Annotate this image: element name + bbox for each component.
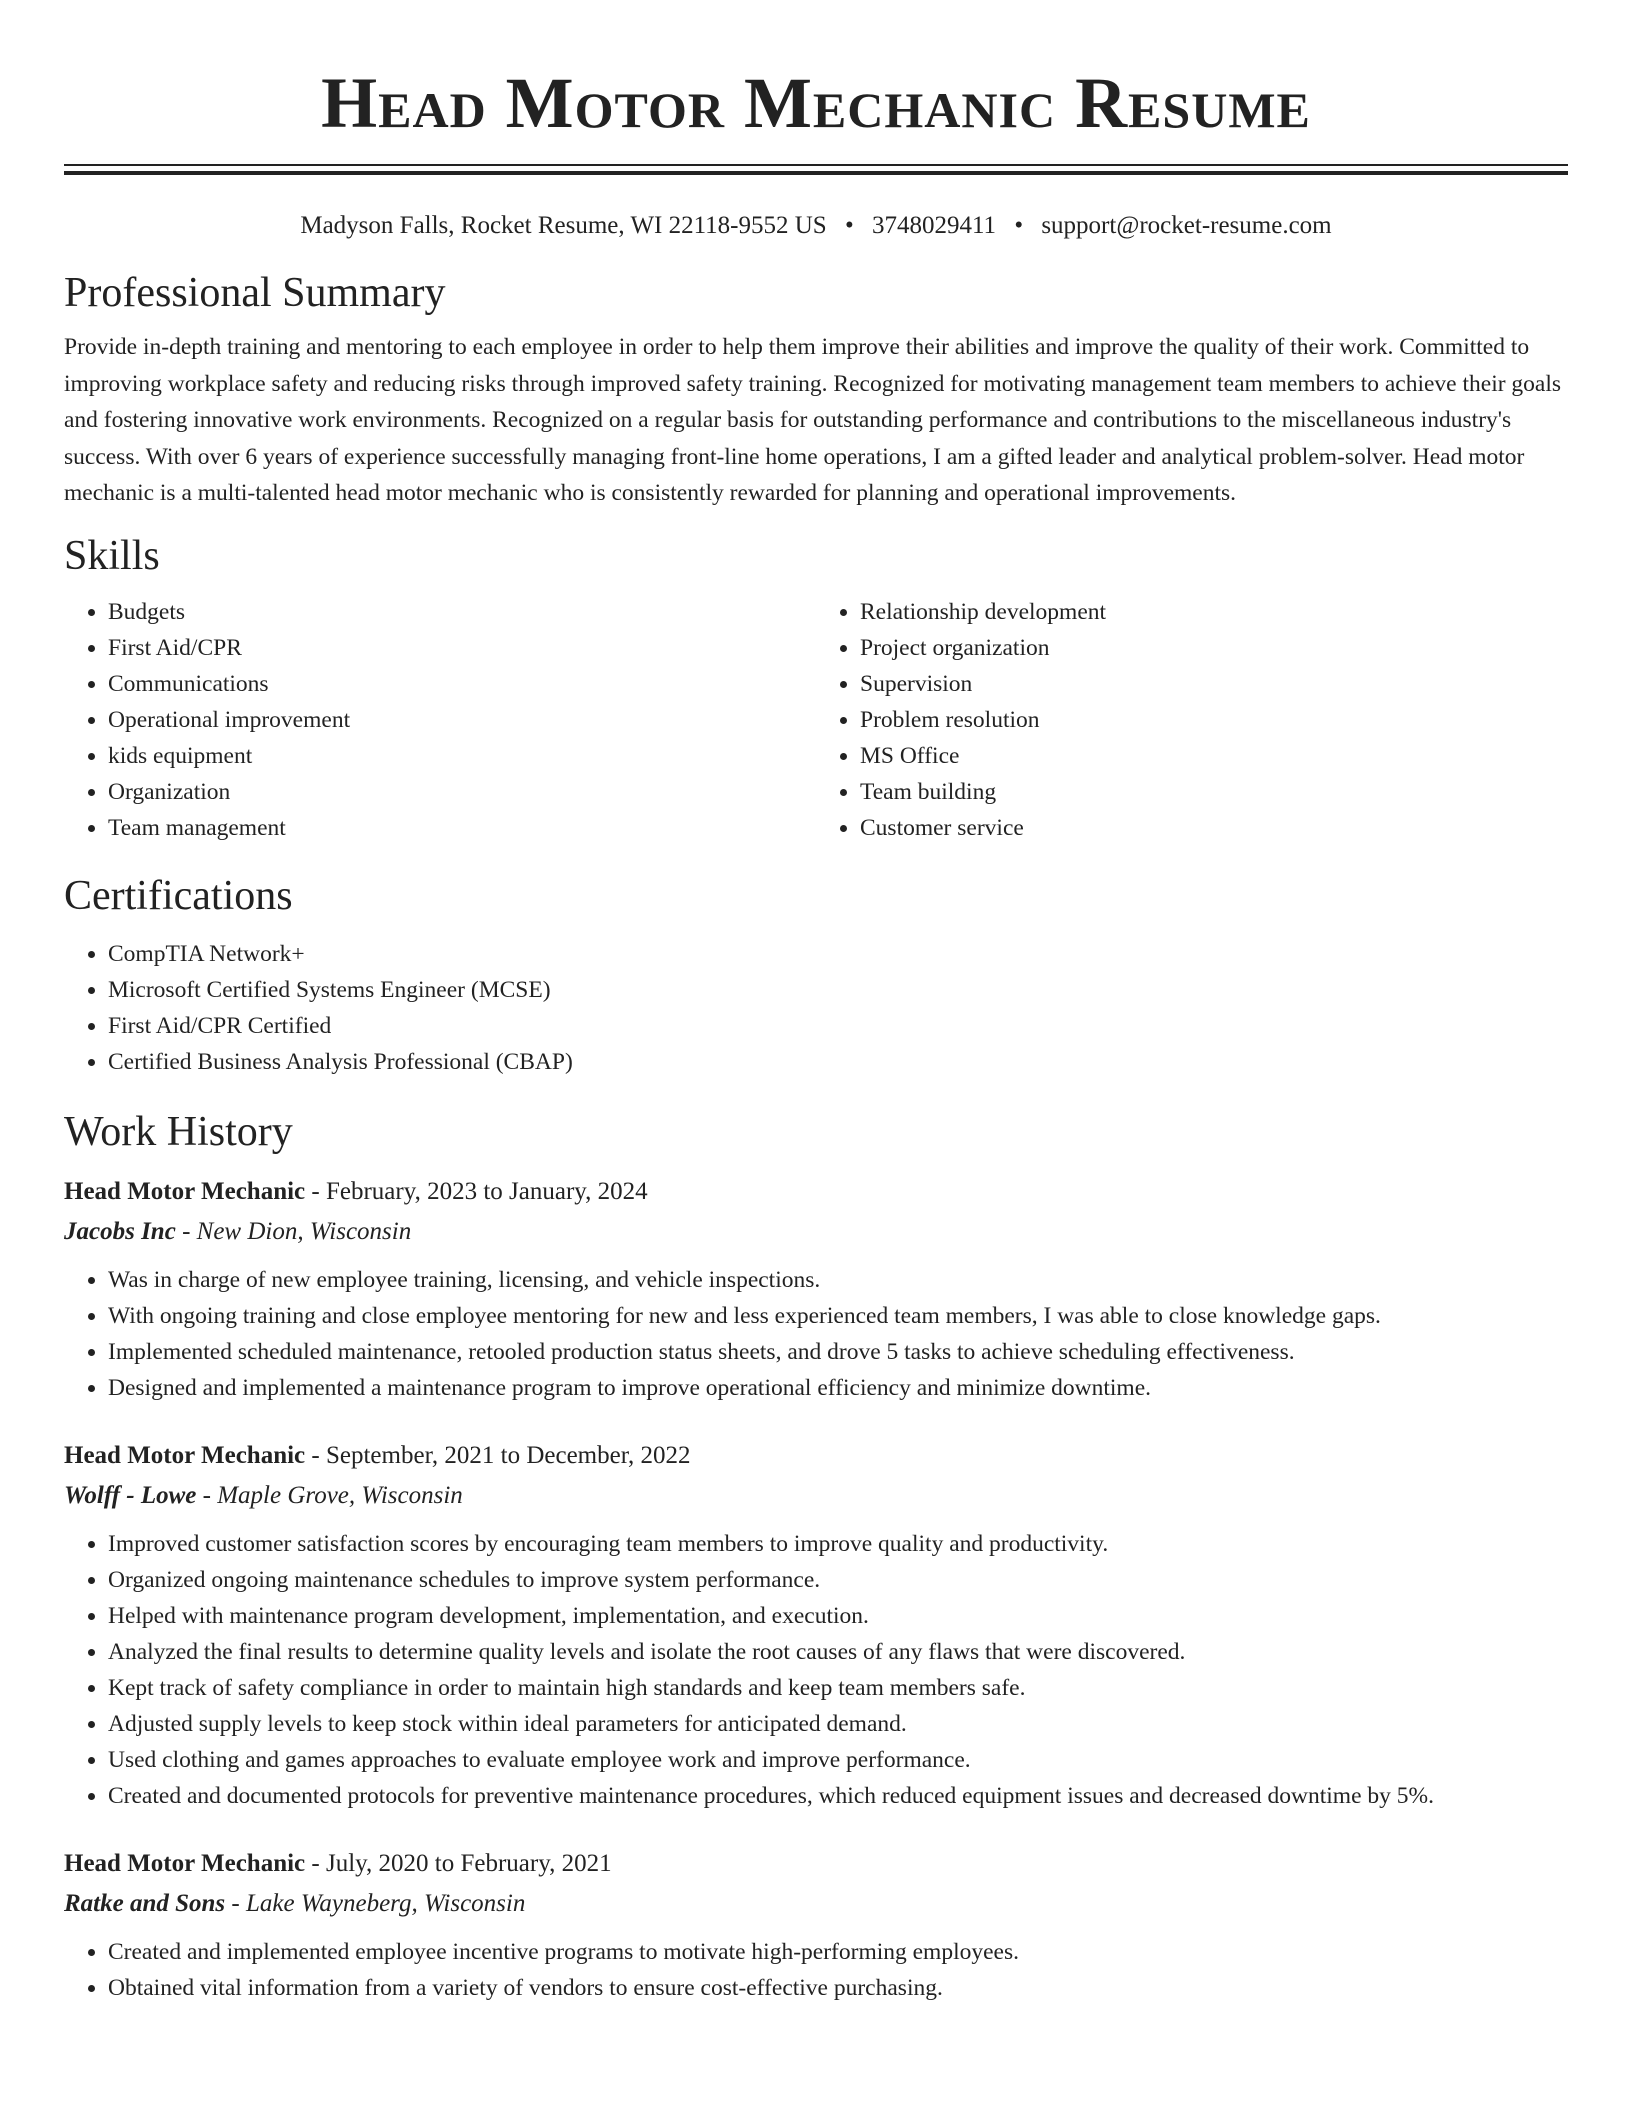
skill-item: • Problem resolution (860, 702, 1568, 738)
certifications-list (64, 936, 1568, 1080)
job-company-line: Wolff - Lowe - Maple Grove, Wisconsin (64, 1481, 463, 1509)
job-title-line: Head Motor Mechanic - February, 2023 to January, 2024 (64, 1177, 648, 1205)
job-location: New Dion, Wisconsin (196, 1217, 412, 1245)
job-bullet: • Created and documented protocols for preventive maintenance procedures, which reduced equipment issues and decreased downtime by 5%. (108, 1778, 1568, 1814)
contact-line (64, 209, 1568, 243)
skill-item: • Team building (860, 774, 1568, 810)
job-bullet: • Analyzed the final results to determine quality levels and isolate the root causes of any flaws that were discovered. (108, 1634, 1568, 1670)
job-entry (64, 1844, 1568, 2006)
job-bullet: • Kept track of safety compliance in order to maintain high standards and keep team members safe. (108, 1670, 1568, 1706)
job-dates: February, 2023 to January, 2024 (325, 1177, 648, 1205)
contact-email: support@rocket-resume.com (1041, 212, 1332, 239)
job-bullet: • Obtained vital information from a variety of vendors to ensure cost-effective purchasing. (108, 1970, 1568, 2006)
skill-item: • Customer service (860, 810, 1568, 846)
skills-columns (64, 594, 1568, 846)
job-bullet: • Organized ongoing maintenance schedules to improve system performance. (108, 1562, 1568, 1598)
skill-item: • MS Office (860, 738, 1568, 774)
job-location: Lake Wayneberg, Wisconsin (246, 1889, 526, 1917)
skill-item: • Budgets (108, 594, 816, 630)
job-bullet: • Implemented scheduled maintenance, retooled production status sheets, and drove 5 tasks to achieve scheduling effectiveness. (108, 1334, 1568, 1370)
skills-list-left (64, 594, 816, 846)
resume-page (64, 0, 1568, 2006)
contact-phone: 3748029411 (871, 212, 997, 239)
job-entry (64, 1172, 1568, 1406)
job-company: Jacobs Inc (64, 1217, 176, 1245)
job-bullets (64, 1262, 1568, 1406)
job-bullet: • Improved customer satisfaction scores by encouraging team members to improve quality and productivity. (108, 1526, 1568, 1562)
job-company: Ratke and Sons (64, 1889, 226, 1917)
job-bullet: • Adjusted supply levels to keep stock within ideal parameters for anticipated demand. (108, 1706, 1568, 1742)
skill-item: • Organization (108, 774, 816, 810)
skill-item: • First Aid/CPR (108, 630, 816, 666)
job-title: Head Motor Mechanic (64, 1177, 306, 1205)
certification-item: • Microsoft Certified Systems Engineer (MCSE) (108, 972, 1568, 1008)
certification-item: • CompTIA Network+ (108, 936, 1568, 972)
skill-item: • Team management (108, 810, 816, 846)
skill-item: • Communications (108, 666, 816, 702)
contact-separator: • (844, 212, 854, 239)
skill-item: • Operational improvement (108, 702, 816, 738)
job-company-line: Ratke and Sons - Lake Wayneberg, Wisconsin (64, 1889, 526, 1917)
summary-heading: Professional Summary (64, 270, 446, 316)
skill-item: • kids equipment (108, 738, 816, 774)
job-entry (64, 1436, 1568, 1814)
skills-list-right (816, 594, 1568, 846)
certification-item: • First Aid/CPR Certified (108, 1008, 1568, 1044)
skill-item: • Project organization (860, 630, 1568, 666)
job-bullets (64, 1934, 1568, 2006)
job-location: Maple Grove, Wisconsin (217, 1481, 463, 1509)
contact-separator: • (1014, 212, 1024, 239)
work-history-heading: Work History (64, 1108, 293, 1155)
skill-item: • Relationship development (860, 594, 1568, 630)
contact-address: Madyson Falls, Rocket Resume, WI 22118-9552 US (300, 212, 827, 239)
certifications-heading: Certifications (64, 872, 293, 919)
job-bullet: • Was in charge of new employee training, licensing, and vehicle inspections. (108, 1262, 1568, 1298)
summary-text: Provide in-depth training and mentoring to each employee in order to help them improve their abilities and improve the quality of their work. Committed to improving workplace safety and reducing risks through improved safety training. Recognized for motivating management team members to achieve their goals and fostering innovative work environments. Recognized on a regular basis for outstanding performance and contributions to the miscellaneous industry's success. With over 6 years of experience successfully managing front-line home operations, I am a gifted leader and analytical problem-solver. Head motor mechanic is a multi-talented head motor mechanic who is consistently rewarded for planning and operational improvements. (64, 334, 1562, 506)
job-bullet: • With ongoing training and close employee mentoring for new and less experienced team members, I was able to close knowledge gaps. (108, 1298, 1568, 1334)
job-company: Wolff - Lowe (64, 1481, 197, 1509)
job-title: Head Motor Mechanic (64, 1849, 306, 1877)
job-title-line: Head Motor Mechanic - July, 2020 to February, 2021 (64, 1849, 612, 1877)
job-bullet: • Created and implemented employee incentive programs to motivate high-performing employees. (108, 1934, 1568, 1970)
job-company-line: Jacobs Inc - New Dion, Wisconsin (64, 1217, 412, 1245)
job-dates: September, 2021 to December, 2022 (325, 1441, 691, 1469)
job-title-line: Head Motor Mechanic - September, 2021 to December, 2022 (64, 1441, 691, 1469)
skills-heading: Skills (64, 532, 160, 579)
job-bullet: • Used clothing and games approaches to evaluate employee work and improve performance. (108, 1742, 1568, 1778)
title-divider (64, 164, 1568, 175)
job-bullet: • Helped with maintenance program development, implementation, and execution. (108, 1598, 1568, 1634)
job-title: Head Motor Mechanic (64, 1441, 306, 1469)
job-dates: July, 2020 to February, 2021 (325, 1849, 612, 1877)
job-bullets (64, 1526, 1568, 1814)
certification-item: • Certified Business Analysis Professional (CBAP) (108, 1044, 1568, 1080)
skill-item: • Supervision (860, 666, 1568, 702)
resume-title: Head Motor Mechanic Resume (321, 63, 1311, 143)
job-bullet: • Designed and implemented a maintenance program to improve operational efficiency and minimize downtime. (108, 1370, 1568, 1406)
